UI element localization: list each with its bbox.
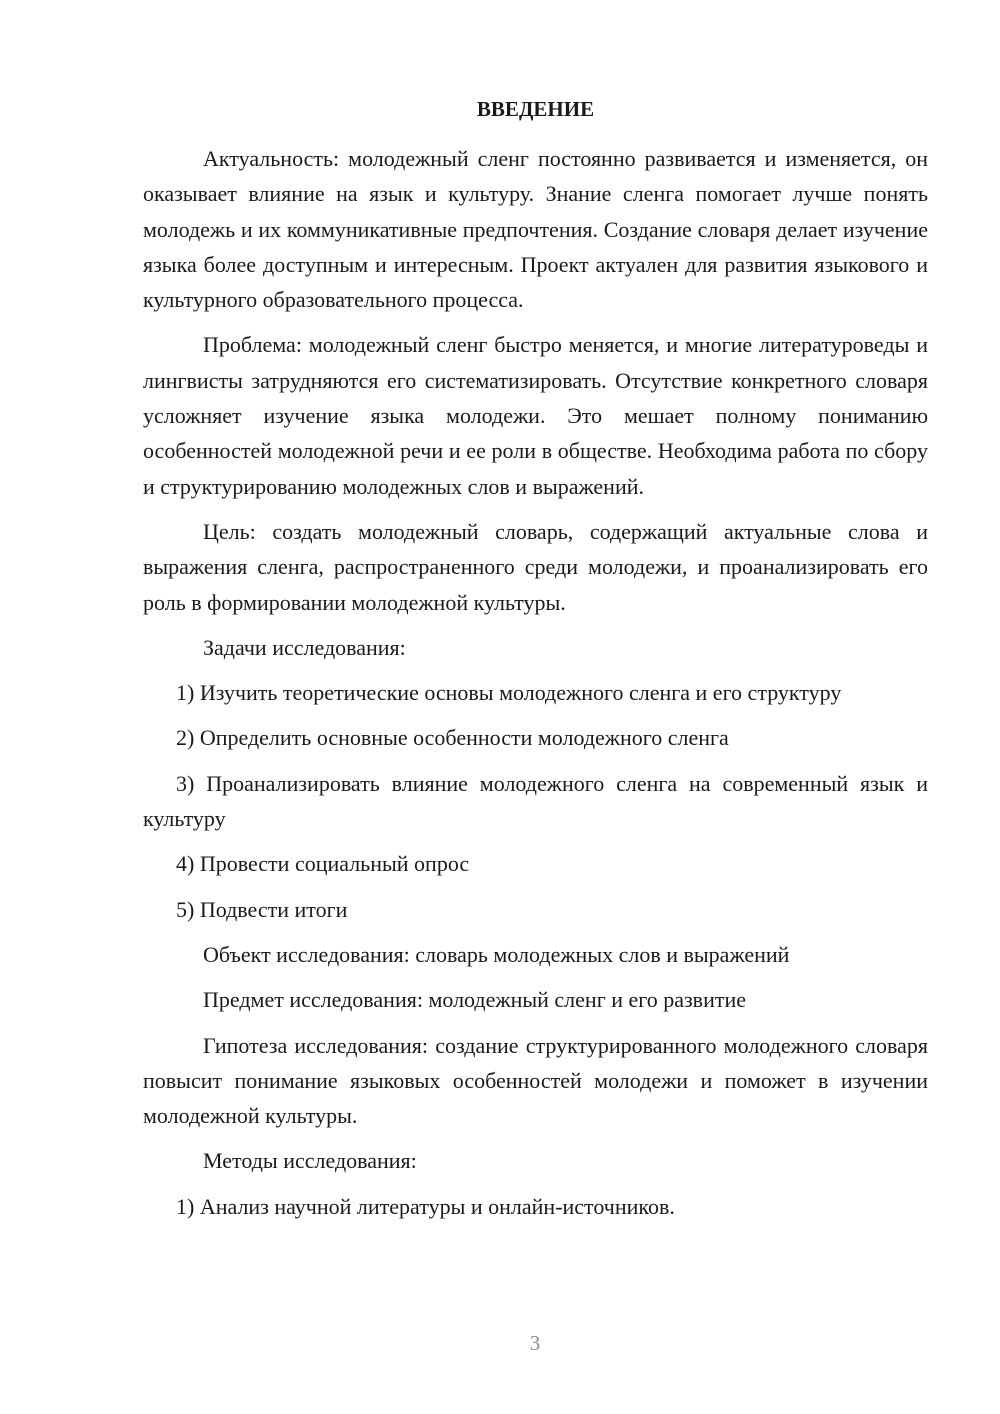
task-item-3: 3) Проанализировать влияние молодежного сленга на современный язык и культуру (143, 770, 928, 832)
method-item-1: 1) Анализ научной литературы и онлайн-источников. (176, 1193, 675, 1219)
page-title: ВВЕДЕНИЕ (476, 97, 595, 121)
task-item-2: 2) Определить основные особенности молодежного сленга (176, 725, 729, 751)
tasks-heading: Задачи исследования: (203, 634, 406, 660)
problem-paragraph: Проблема: молодежный сленг быстро меняется, и многие литературоведы и лингвисты затрудняются его систематизировать. Отсутствие конкретного словаря усложняет изучение языка молодежи. Это мешает полному пониманию особенностей молодежной речи и ее роли в обществе. Необходима работа по сбору и структурированию молодежных слов и выражений. (143, 332, 928, 499)
subject-line: Предмет исследования: молодежный сленг и его развитие (203, 987, 746, 1013)
goal-paragraph: Цель: создать молодежный словарь, содержащий актуальные слова и выражения сленга, распространенного среди молодежи, и проанализировать его роль в формировании молодежной культуры. (143, 518, 928, 615)
task-item-1: 1) Изучить теоретические основы молодежного сленга и его структуру (176, 680, 842, 706)
object-line: Объект исследования: словарь молодежных слов и выражений (203, 941, 790, 967)
hypothesis-paragraph: Гипотеза исследования: создание структурированного молодежного словаря повысит понимание языковых особенностей молодежи и поможет в изучении молодежной культуры. (143, 1032, 928, 1129)
relevance-paragraph: Актуальность: молодежный сленг постоянно развивается и изменяется, он оказывает влияние на язык и культуру. Знание сленга помогает лучше понять молодежь и их коммуникативные предпочтения. Создание словаря делает изучение языка более доступным и интересным. Проект актуален для развития языкового и культурного образовательного процесса. (143, 146, 928, 313)
task-item-5: 5) Подвести итоги (176, 896, 348, 922)
document-page (143, 92, 928, 1234)
page-number: 3 (529, 1331, 541, 1355)
task-item-4: 4) Провести социальный опрос (176, 851, 470, 877)
methods-heading: Методы исследования: (203, 1148, 417, 1174)
